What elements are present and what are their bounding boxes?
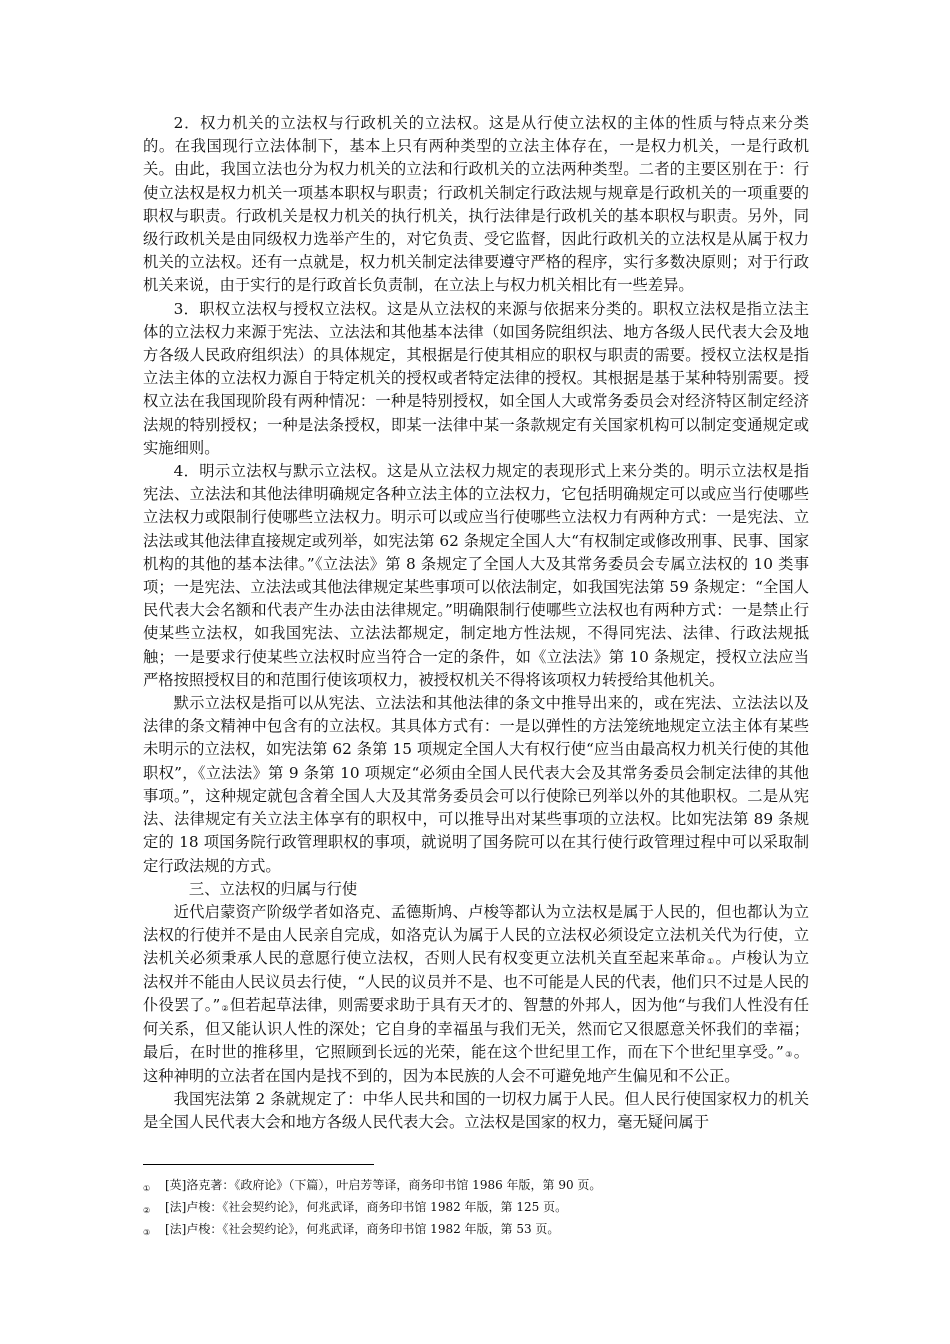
footnote-3 xyxy=(143,1220,809,1242)
footnote-mark: ③ xyxy=(143,1228,151,1237)
paragraph-legislative-organs: 2．权力机关的立法权与行政机关的立法权。这是从行使立法权的主体的性质与特点来分类的。在我国现行立法体制下，基本上只有两种类型的立法主体存在，一是权力机关，一是行政机关。由此，我国立法也分为权力机关的立法和行政机关的立法两种类型。二者的主要区别在于：行使立法权是权力机关一项基本职权与职责；行政机关制定行政法规与规章是行政机关的一项重要的职权与职责。行政机关是权力机关的执行机关，执行法律是行政机关的基本职权与职责。另外，同级行政机关是由同级权力选举产生的，对它负责、受它监督，因此行政机关的立法权是从属于权力机关的立法权。还有一点就是，权力机关制定法律要遵守严格的程序，实行多数决原则；对于行政机关来说，由于实行的是行政首长负责制，在立法上与权力机关相比有一些差异。 xyxy=(143,114,809,295)
paragraph-text: 。卢梭认为立法权并不能由人民议员去行使，“人民的议员并不是、也不可能是人民的代表，他们只不过是人民的仆役罢了。” xyxy=(143,949,809,1015)
paragraph-implicit-legislation: 默示立法权是指可以从宪法、立法法和其他法律的条文中推导出来的，或在宪法、立法法以及法律的条文精神中包含有的立法权。其具体方式有：一是以弹性的方法笼统地规定立法主体有某些未明示的立法权，如宪法第 62 条第 15 项规定全国人大有权行使“应当由最高权力机关行使的其他职权”，《立法法》第 9 条第 10 项规定“必须由全国人民代表大会及其常务委员会制定法律的其他事项。”，这种规定就包含着全国人大及其常务委员会可以行使除已列举以外的其他职权。二是从宪法、法律规定有关立法主体享有的职权中，可以推导出对某些事项的立法权。比如宪法第 89 条规定的 18 项国务院行政管理职权的事项，就说明了国务院可以在其行使行政管理过程中可以采取制定行政法规的方式。 xyxy=(143,694,809,875)
footnote-text: [法]卢梭：《社会契约论》，何兆武译，商务印书馆 1982 年版，第 53 页。 xyxy=(165,1222,560,1236)
paragraph-text: 但若起草法律，则需要求助于具有天才的、智慧的外邦人，因为他“与我们人性没有任何关系，但又能认识人性的深处；它自身的幸福虽与我们无关，然而它又很愿意关怀我们的幸福；最后，在时世的推移里，它照顾到长远的光荣，能在这个世纪里工作，而在下个世纪里享受。” xyxy=(143,996,810,1061)
paragraph-enlightenment-scholars xyxy=(143,901,809,1088)
footnote-ref-1[interactable]: ① xyxy=(706,956,715,966)
paragraph-constitution-article-2: 我国宪法第 2 条就规定了：中华人民共和国的一切权力属于人民。但人民行使国家权力的机关是全国人民代表大会和地方各级人民代表大会。立法权是国家的权力，毫无疑问属于 xyxy=(143,1089,809,1131)
footnote-text: [法]卢梭：《社会契约论》，何兆武译，商务印书馆 1982 年版，第 125 页。 xyxy=(165,1200,568,1214)
footnote-ref-2[interactable]: ② xyxy=(221,1003,229,1013)
paragraph-authorized-legislation: 3．职权立法权与授权立法权。这是从立法权的来源与依据来分类的。职权立法权是指立法主体的立法权力来源于宪法、立法法和其他基本法律（如国务院组织法、地方各级人民代表大会及地方各级人民政府组织法）的具体规定，其根据是行使其相应的职权与职责的需要。授权立法权是指立法主体的立法权力源自于特定机关的授权或者特定法律的授权。其根据是基于某种特别需要。授权立法在我国现阶段有两种情况：一种是特别授权，如全国人大或常务委员会对经济特区制定经济法规的特别授权；一种是法条授权，即某一法律中某一条款规定有关国家机构可以制定变通规定或实施细则。 xyxy=(143,299,809,457)
body-text xyxy=(143,112,809,1134)
footnote-mark: ① xyxy=(143,1184,151,1193)
footnote-text: [英]洛克著：《政府论》（下篇），叶启芳等译，商务印书馆 1986 年版，第 90 页。 xyxy=(165,1178,602,1192)
footnote-2 xyxy=(143,1198,809,1220)
paragraph-text: 近代启蒙资产阶级学者如洛克、孟德斯鸠、卢梭等都认为立法权是属于人民的，但也都认为立法权的行使并不是由人民亲自完成，如洛克认为属于人民的立法权必须设定立法机关代为行使，立法机关必须秉承人民的意愿行使立法权，否则人民有权变更立法机关直至起来革命 xyxy=(143,902,809,968)
footnote-ref-3[interactable]: ③ xyxy=(784,1050,793,1060)
footnote-divider xyxy=(143,1164,374,1165)
paragraph-explicit-legislation: 4．明示立法权与默示立法权。这是从立法权力规定的表现形式上来分类的。明示立法权是指宪法、立法法和其他法律明确规定各种立法主体的立法权力，它包括明确规定可以或应当行使哪些立法权力或限制行使哪些立法权力。明示可以或应当行使哪些立法权力有两种方式：一是宪法、立法法或其他法律直接规定或列举，如宪法第 62 条规定全国人大“有权制定或修改刑事、民事、国家机构的其他的基本法律。”《立法法》第 8 条规定了全国人大及其常务委员会专属立法权的 10 类事项；一是宪法、立法法或其他法律规定某些事项可以依法制定，如我国宪法第 59 条规定：“全国人民代表大会名额和代表产生办法由法律规定。”明确限制行使哪些立法权也有两种方式：一是禁止行使某些立法权，如我国宪法、立法法都规定，制定地方性法规，不得同宪法、法律、行政法规抵触；一是要求行使某些立法权时应当符合一定的条件，如《立法法》第 10 条规定，授权立法应当严格按照授权目的和范围行使该项权力，被授权机关不得将该项权力转授给其他机关。 xyxy=(143,462,809,689)
section-heading: 三、立法权的归属与行使 xyxy=(188,879,358,898)
paragraph-text: 。这种神明的立法者在国内是找不到的，因为本民族的人会不可避免地产生偏见和不公正。 xyxy=(143,1042,809,1085)
footnote-1 xyxy=(143,1176,809,1198)
footnotes xyxy=(143,1176,809,1242)
footnote-mark: ② xyxy=(143,1206,151,1215)
